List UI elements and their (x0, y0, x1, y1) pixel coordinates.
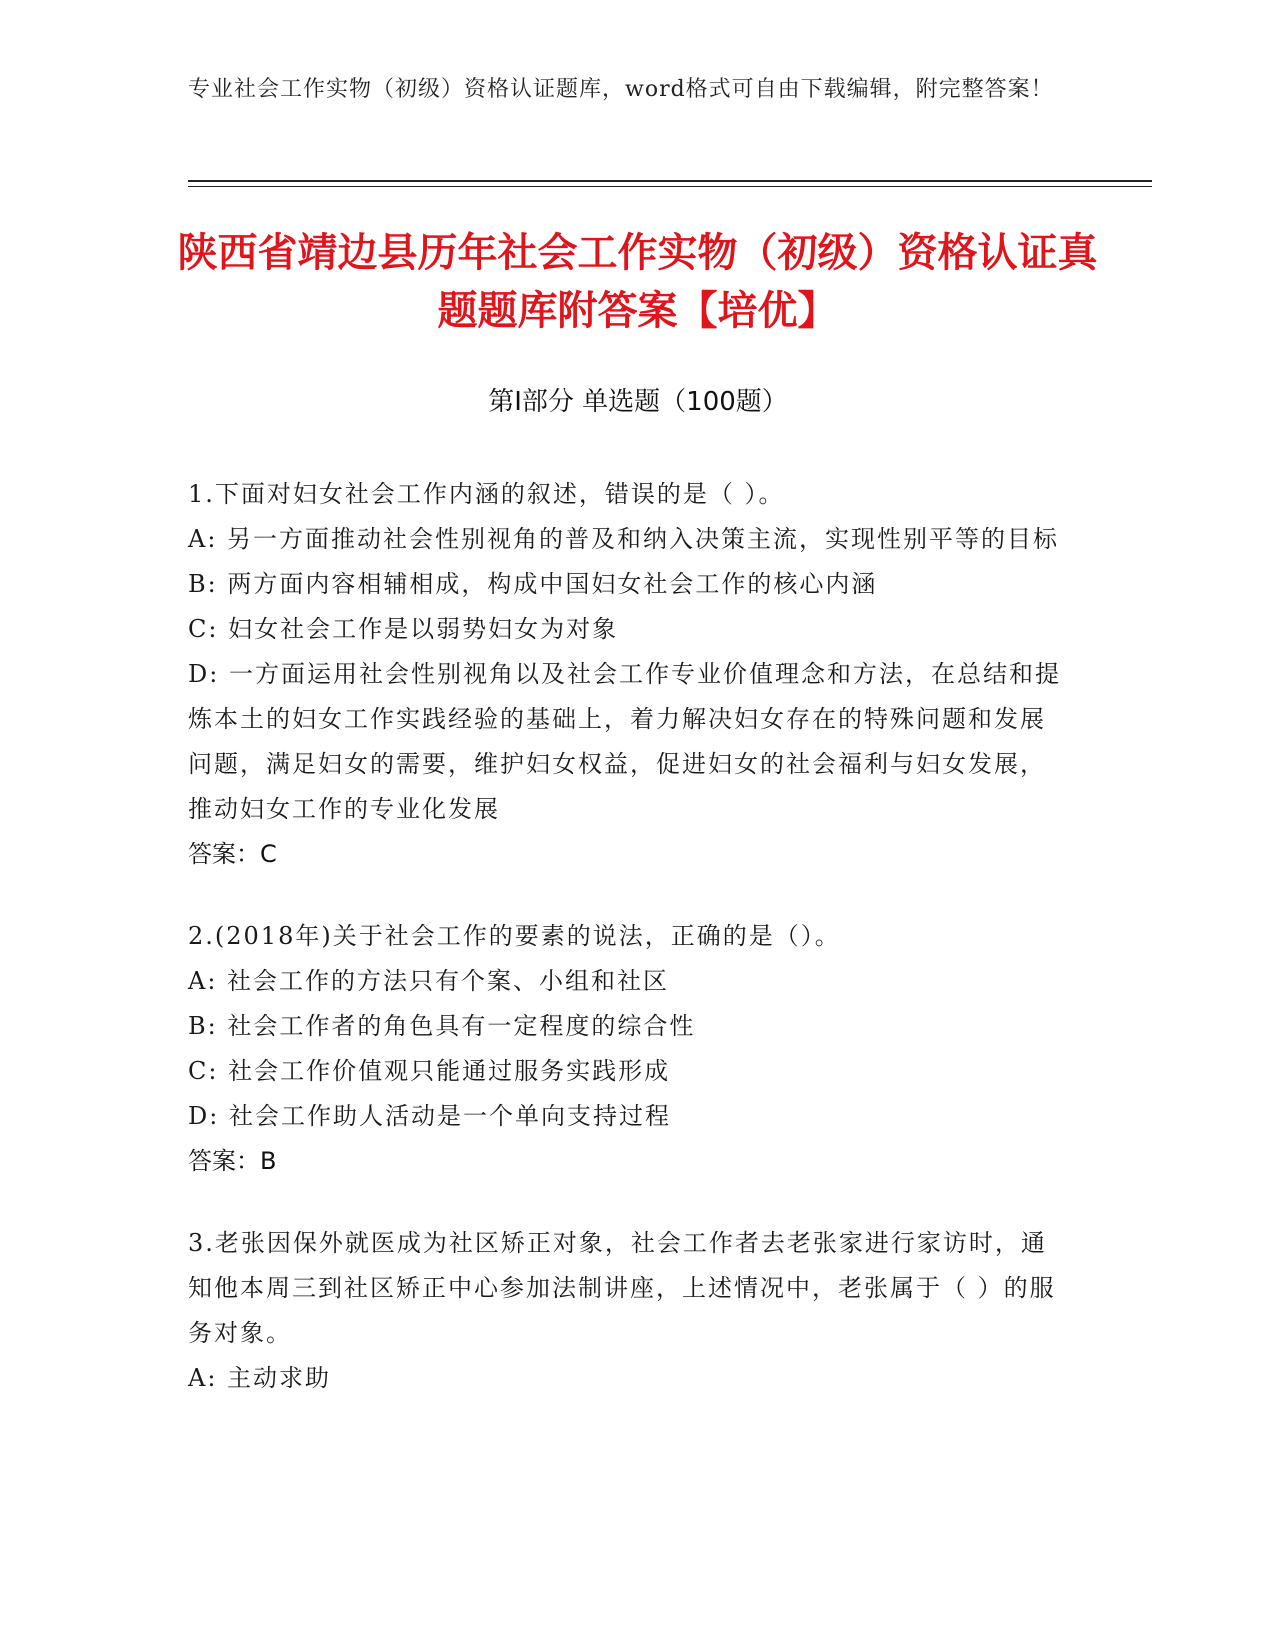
answer-line: 答案：C (188, 840, 277, 868)
question-1 (188, 472, 1068, 877)
option-d: D: 一方面运用社会性别视角以及社会工作专业价值理念和方法，在总结和提炼本土的妇女工作实践经验的基础上，着力解决妇女存在的特殊问题和发展问题，满足妇女的需要，维护妇女权益，促进妇女的社会福利与妇女发展，推动妇女工作的专业化发展 (188, 660, 1061, 823)
option-a: A: 另一方面推动社会性别视角的普及和纳入决策主流，实现性别平等的目标 (188, 525, 1060, 553)
question-stem: 2.(2018年)关于社会工作的要素的说法，正确的是（）。 (188, 922, 841, 950)
option-c: C: 社会工作价值观只能通过服务实践形成 (188, 1057, 671, 1085)
option-b: B: 两方面内容相辅相成，构成中国妇女社会工作的核心内涵 (188, 570, 878, 598)
question-list (188, 472, 1068, 1438)
option-a: A: 社会工作的方法只有个案、小组和社区 (188, 967, 670, 995)
header-divider-thick (188, 180, 1152, 182)
option-d: D: 社会工作助人活动是一个单向支持过程 (188, 1102, 671, 1130)
question-stem: 3.老张因保外就医成为社区矫正对象，社会工作者去老张家进行家访时，通知他本周三到社区矫正中心参加法制讲座，上述情况中，老张属于（ ）的服务对象。 (188, 1229, 1056, 1347)
answer-line: 答案：B (188, 1147, 277, 1175)
option-a: A: 主动求助 (188, 1364, 332, 1392)
section-title: 第Ⅰ部分 单选题（100题） (488, 387, 788, 417)
option-c: C: 妇女社会工作是以弱势妇女为对象 (188, 615, 619, 643)
question-3 (188, 1221, 1068, 1401)
option-b: B: 社会工作者的角色具有一定程度的综合性 (188, 1012, 696, 1040)
document-title: 陕西省靖边县历年社会工作实物（初级）资格认证真题题库附答案【培优】 (177, 230, 1098, 334)
header-note: 专业社会工作实物（初级）资格认证题库，word格式可自由下载编辑，附完整答案！ (188, 77, 1054, 102)
question-stem: 1.下面对妇女社会工作内涵的叙述，错误的是（ ）。 (188, 480, 785, 508)
question-2 (188, 914, 1068, 1184)
header-divider-thin (188, 186, 1152, 187)
